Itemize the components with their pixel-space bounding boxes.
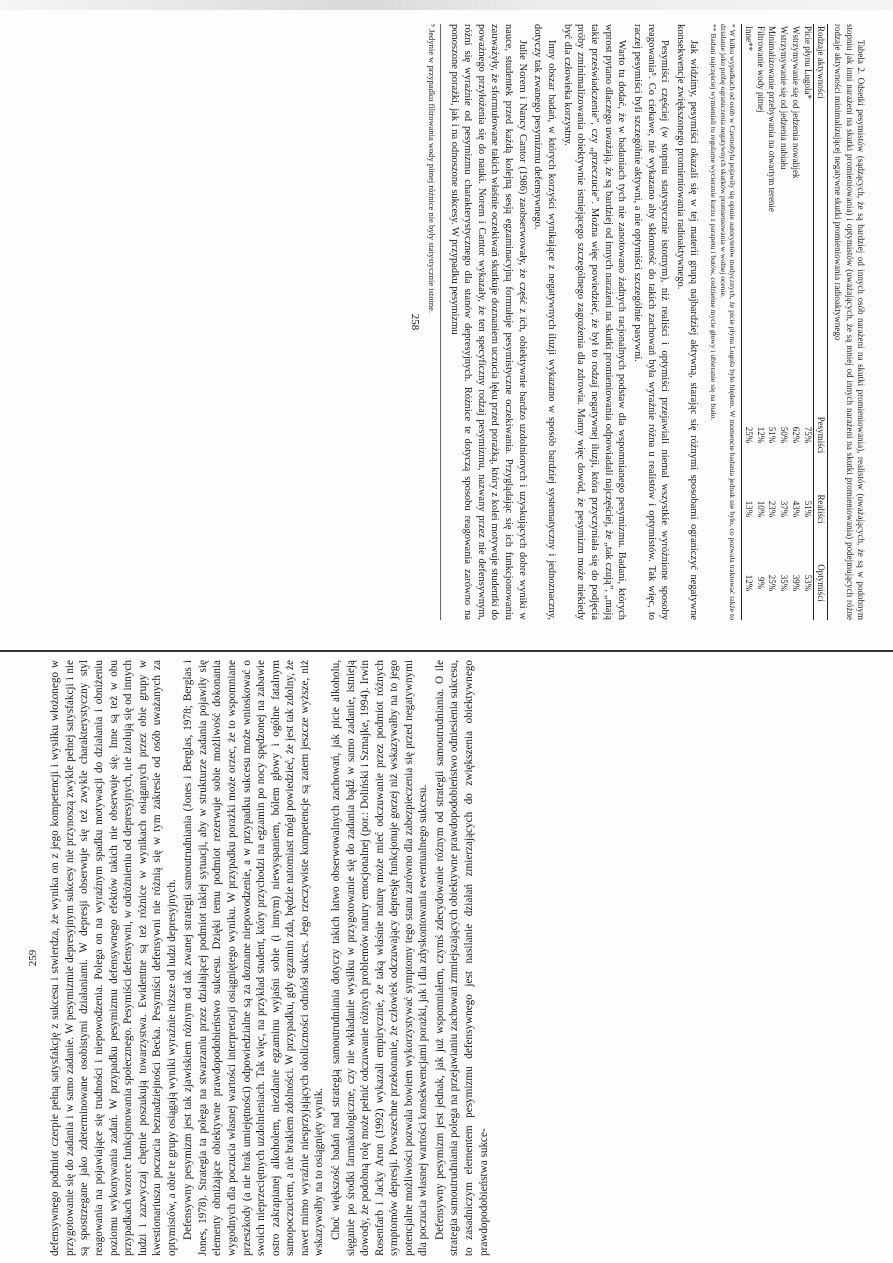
table-cell: 10% bbox=[755, 500, 766, 518]
page-number: 259 bbox=[27, 949, 39, 967]
table-cell: 39% bbox=[790, 574, 801, 592]
page-259 bbox=[0, 660, 893, 1256]
table-cell: 51% bbox=[802, 500, 813, 518]
body-paragraph: Inny obszar badań, w których korzyści wynikające z negatywnych iluzji wykazano w sposób bardziej systematyczny i jednoznaczny, dotyczy tak zwanego pesymizmu defensywnego. bbox=[532, 24, 558, 620]
table-cell: 37% bbox=[779, 500, 790, 518]
table-caption: Tabela 2. Odsetki pesymistów (sądzących, że są bardziej od innych osób narażeni na skutki promieniowania), realistów (uważających, że są w podobnym stopniu jak inni narażeni na skutki promieniowania) i optymistów (uważających, że są mniej od innych narażeni na skutki promieniowania) podejmujących różne rodzaje aktywności minimalizującej negatywne skutki promieniowania radioaktywnego bbox=[833, 24, 866, 620]
table-cell: 75% bbox=[802, 426, 813, 444]
table-header-realists: Realiści bbox=[813, 472, 828, 546]
table-cell: 53% bbox=[802, 574, 813, 592]
table-cell: 50% bbox=[779, 426, 790, 444]
table-header-activity: Rodzaje aktywności bbox=[813, 24, 828, 398]
body-paragraph: Defensywny pesymizm jest jednak, jak już wspomniałem, czymś zdecydowanie różnym od strategii samoutrudniania. O ile strategia samoutrudniania polega na przejawianiu zachowań zmniejszających obiektywne prawdopodobieństwo odniesienia sukcesu, to zasadniczym elementem pesymizmu defensywnego jest nasilanie działań zmierzających do zwiększenia obiektywnego prawdopodobieństwa sukce- bbox=[433, 660, 490, 1256]
page-258-content bbox=[26, 24, 866, 620]
table-note: ** Badani najczęściej wymieniali tu regularne wycieranie kurzu z parapetu i butów, codzienne mycie głowy i ubieranie się na biało. bbox=[709, 24, 719, 421]
page-258 bbox=[0, 24, 893, 620]
table-row bbox=[754, 24, 766, 620]
table-header-optimists: Optymiści bbox=[813, 546, 828, 620]
table-row bbox=[766, 24, 778, 620]
table-cell: Picie płynu Lugola* bbox=[802, 26, 813, 99]
table-cell: 23% bbox=[767, 500, 778, 518]
scan-edge-shadow bbox=[0, 0, 893, 10]
body-paragraph: Pesymiści częściej (w stopniu statystycznie istotnym), niż realiści i optymiści przejawiali niemal wszystkie wyróżnione sposoby reagowania⁵. Co ciekawe, nie wykazano aby skłonność do takich zachowań była wyraźnie różna u realistów i optymistów. Tak więc, to raczej pesymiści byli szczególnie aktywni, a nie optymiści szczególnie pasywni. bbox=[631, 24, 671, 620]
body-paragraph: Choć większość badań nad strategią samoutrudniania dotyczy takich łatwo obserwowalnych zachowań, jak picie alkoholu, sięganie po środki farmakologiczne, czy nie wkładanie wysiłku w przygotowanie się do zadania bądź w samo zadanie, istnieją dowody, że podobną rolę może pełnić odczuwanie różnych problemów natury emocjonalnej (por.: Doliński i Szmajke, 1994). Irwin Rosenfarb i Jacky Aron (1992) wykazali empirycznie, że taką właśnie naturę może mieć odczuwanie przez podmiot różnych symptomów depresji. Powszechne przekonanie, że człowiek odczuwający depresję funkcjonuje gorzej niż wskazywałby na to jego potencjalne możliwości pozwala bowiem wykorzystywać symptomy tego stanu zarówno dla zabezpieczenia się przed negatywnymi dla poczucia własnej wartości konsekwencjami porażki, jak i dla zdyskontowania ewentualnego sukcesu. bbox=[329, 660, 430, 1256]
page-259-content bbox=[26, 660, 866, 1256]
table-header-row bbox=[813, 24, 828, 620]
table-cell: Inne** bbox=[742, 24, 754, 398]
body-paragraph: Julie Norem i Nancy Cantor (1986) zaobserwowały, że część z ich, obiektywnie bardzo uzdolnionych i uzyskujących dobre wyniki w nauce, studentek przed każdą kolejną sesją egzaminacyjną formułuje pesymistyczne oczekiwania. Przyglądając się ich funkcjonowaniu zauważyły, że sformułowane takich właśnie oczekiwań skutkuje doznaniem uczucia lęku przed porażką, który z kolei motywuje studentki do poważnego przyłożenia się do nauki. Norem i Cantor wykazały, że ten specyficzny rodzaj pesymizmu, nazwany przez nie defensywnym, różni się wyraźnie od pesymizmu charakterystycznego dla stanów depresyjnych. Różnice te dotyczą sposobu reagowania zarówno na ponoszone porażki, jak i na odnoszone sukcesy. W przypadku pesymizmu bbox=[448, 24, 528, 620]
body-paragraph: Defensywny pesymizm jest tak zjawiskiem różnym od tak zwanej strategii samoutrudniania (Jones i Berglas, 1978; Berglas i Jones, 1978). Strategia ta polega na stwarzaniu przez działającej podmiot takiej sytuacji, aby w strukturze zadania pojawiły się elementy obniżające obiektywne prawdopodobieństwo sukcesu. Dzięki temu podmiot rezerwuje sobie możliwość dokonania wygodnych dla poczucia własnej wartości interpretacji osiągniętego wyniku. W przypadku porażki może orzec, że to wspomniane przeszkody (a nie brak umiejętności) odpowiedzialne są za doznane niepowodzenie, a w przypadku sukcesu może wnioskować o swoich nieprzeciętnych uzdolnieniach. Tak więc, na przykład student, który przychodzi na egzamin po nocy spędzonej na zabawie ostro zakrapianej alkoholem, niezdanie egzaminu wyjaśni sobie (i innym) niewyspaniem, bólem głowy i ogólne fatalnym samopoczuciem, a nie brakiem zdolności. W przypadku, gdy egzamin zda, będzie natomiast mógł powiedzieć, że jest tak zdolny, że nawet mimo wyraźnie niesprzyjających okoliczności odniósł sukces. Jego rzeczywiste kompetencje są zatem jeszcze wyższe, niż wskazywałby na to osiągnięty wynik. bbox=[182, 660, 326, 1256]
body-paragraph: Warto tu dodać, że w badaniach tych nie zanotowano żadnych racjonalnych podstaw dla wspomnianego pesymizmu. Badani, których wprost pytano dlaczego uważają, że są bardziej od innych narażeni na skutki promieniowania odpowiadali najczęściej, że „tak czują”, „mają takie przeświadczenie”, czy „przeczucie”. Można więc powiedzieć, że był to rodzaj negatywnej iluzji, która przyczyniała się do podjęcia próby zminimalizowania obiektywnie istniejącego szczególnego zagrożenia dla zdrowia. Mamy więc dowód, że pesymizm może niekiedy być dla człowieka korzystny. bbox=[561, 24, 628, 620]
table-cell: 13% bbox=[742, 472, 754, 546]
table-cell: 25% bbox=[767, 574, 778, 592]
table-cell: 35% bbox=[779, 574, 790, 592]
table-cell: 12% bbox=[742, 546, 754, 620]
table-row bbox=[778, 24, 790, 620]
table-cell: 9% bbox=[755, 577, 766, 589]
page-number: 258 bbox=[408, 313, 421, 331]
table-cell: Wstrzymywanie się od jedzenia nowalijek bbox=[790, 26, 801, 179]
table-row bbox=[789, 24, 801, 620]
table-cell: 12% bbox=[755, 426, 766, 444]
table-row bbox=[801, 24, 813, 620]
table-header-pessimists: Pesymiści bbox=[813, 398, 828, 472]
table-cell: 51% bbox=[767, 426, 778, 444]
table-cell: 62% bbox=[790, 426, 801, 444]
table-cell: 25% bbox=[742, 398, 754, 472]
footnote: ⁵ Jedynie w przypadku filtrowania wody pitnej różnice nie były statystycznie istotne. bbox=[426, 24, 441, 620]
body-paragraph: defensywnego podmiot czerpie pełną satysfakcję z sukcesu i stwierdza, że wynika on z jego kompetencji i wysiłku włożonego w przygotowanie się do zadania i w samo zadanie. W pesymizmie depresyjnym sukcesy nie przynoszą zwykle pełnej satysfakcji i nie są spostrzegane jako zdeterminowane osobistymi działaniami. W depresji obserwuje się też zwykle charakterystyczny styl reagowania na pojawiające się trudności i niepowodzenia. Polega on na wyraźnym spadku motywacji do działania i obniżeniu poziomu wykonywania zadań. W przypadku pesymizmu defensywnego efektów takich nie obserwuje się. Inne są też w obu przypadkach wzorce funkcjonowania społecznego. Pesymiści defensywni, w odróżnieniu od depresyjnych, nie izolują się od innych ludzi i zazwyczaj chętnie poszukują towarzystwa. Ewidentne są też różnice w wynikach osiąganych przez obie grupy w kwestionariuszu poczucia beznadziejności Becka. Pesymiści defensywni nie różnią się w tym zakresie od osób uważanych za optymistów, a obie te grupy osiągają wyniki wyraźnie niższe od ludzi depresyjnych. bbox=[49, 660, 178, 1256]
body-paragraph: Jak widzimy, pesymiści okazali się w tej materii grupą najbardziej aktywną, starając się różnymi sposobami ograniczyć negatywne konsekwencje zwiększonego promieniowania radioaktywnego. bbox=[674, 24, 700, 620]
activity-table bbox=[741, 24, 828, 620]
table-note: * W kilku wypadkach od osób w Czernobylu pojawiły się opinie autorytetów medycznych, że picie płynu Lugola było błędem. W momencie badania jednak nie było, co pozwala traktować także to działanie jako próbę ograniczenia negatywnych skutków promieniowania w wolnej ocenie. bbox=[719, 24, 738, 620]
table-cell: Filtrowanie wody pitnej bbox=[755, 26, 766, 113]
page-divider bbox=[0, 650, 893, 652]
table-row bbox=[742, 24, 754, 620]
table-cell: Wstrzymywanie się od jedzenia nabiału bbox=[779, 26, 790, 170]
table-cell: 43% bbox=[790, 500, 801, 518]
table-cell: Minimalizowanie przebywania na otwartym terenie bbox=[767, 26, 778, 212]
